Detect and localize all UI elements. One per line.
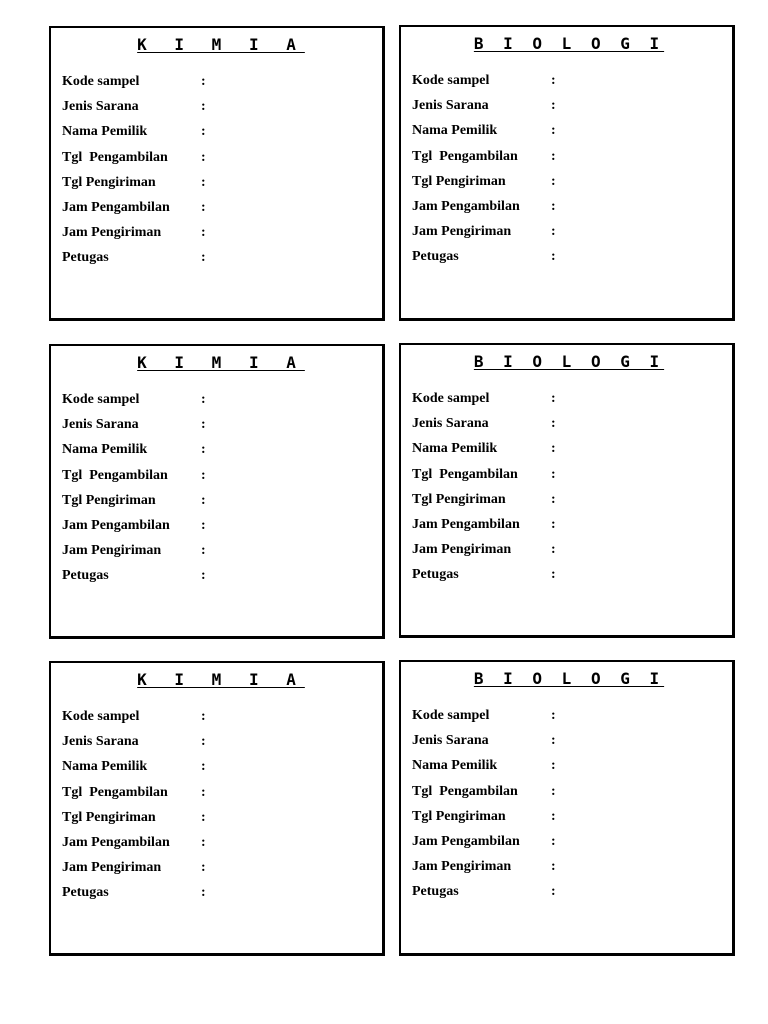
- field-separator: :: [551, 733, 556, 749]
- field-label: Jenis Sarana: [412, 733, 489, 749]
- field-label: Jam Pengambilan: [62, 517, 170, 533]
- field-label: Jam Pengiriman: [62, 543, 162, 559]
- field-jenis-sarana: [62, 732, 206, 757]
- field-label: Tgl Pengambilan: [412, 466, 518, 482]
- field-label: Kode sampel: [62, 392, 140, 407]
- field-label: Jam Pengiriman: [412, 859, 512, 875]
- field-separator: :: [201, 467, 206, 483]
- field-petugas: [62, 566, 206, 591]
- field-separator: :: [551, 783, 556, 799]
- field-separator: :: [201, 543, 206, 559]
- field-jenis-sarana: [412, 96, 556, 121]
- field-separator: :: [551, 198, 556, 214]
- field-label: Tgl Pengiriman: [412, 808, 506, 824]
- field-list: [62, 390, 206, 592]
- field-separator: :: [201, 759, 206, 775]
- field-kode-sampel: [412, 706, 556, 731]
- field-tgl-pengiriman: [412, 807, 556, 832]
- field-label: Petugas: [62, 250, 109, 266]
- field-jam-pengiriman: [62, 541, 206, 566]
- field-tgl-pengambilan: [412, 782, 556, 807]
- field-jam-pengambilan: [62, 516, 206, 541]
- field-separator: :: [201, 392, 206, 407]
- field-jam-pengiriman: [62, 223, 206, 248]
- field-separator: :: [551, 148, 556, 164]
- field-label: Kode sampel: [412, 391, 490, 406]
- field-label: Jam Pengambilan: [412, 516, 520, 532]
- field-label: Jenis Sarana: [412, 98, 489, 114]
- field-jam-pengambilan: [412, 515, 556, 540]
- card-title: B I O L O G I: [473, 669, 665, 688]
- field-separator: :: [551, 808, 556, 824]
- card-title: K I M I A: [137, 670, 305, 689]
- field-separator: :: [551, 73, 556, 88]
- field-separator: :: [201, 834, 206, 850]
- field-separator: :: [551, 542, 556, 558]
- card-title: B I O L O G I: [473, 34, 665, 53]
- field-label: Jenis Sarana: [62, 417, 139, 433]
- field-petugas: [412, 565, 556, 590]
- field-petugas: [62, 883, 206, 908]
- field-tgl-pengambilan: [412, 465, 556, 490]
- field-list: [412, 71, 556, 273]
- field-jam-pengiriman: [412, 540, 556, 565]
- field-label: Jenis Sarana: [412, 416, 489, 432]
- field-tgl-pengambilan: [62, 783, 206, 808]
- field-label: Jam Pengambilan: [412, 198, 520, 214]
- field-label: Tgl Pengambilan: [62, 784, 168, 800]
- field-nama-pemilik: [412, 756, 556, 781]
- field-label: Tgl Pengiriman: [412, 173, 506, 189]
- field-label: Nama Pemilik: [62, 442, 148, 458]
- field-label: Kode sampel: [62, 709, 140, 724]
- field-separator: :: [551, 249, 556, 265]
- field-label: Petugas: [412, 884, 459, 900]
- field-separator: :: [551, 416, 556, 432]
- biologi-label-card: [399, 343, 735, 638]
- field-label: Jam Pengiriman: [62, 860, 162, 876]
- field-label: Jenis Sarana: [62, 99, 139, 115]
- field-nama-pemilik: [62, 757, 206, 782]
- field-nama-pemilik: [412, 121, 556, 146]
- field-label: Petugas: [412, 567, 459, 583]
- field-tgl-pengiriman: [412, 490, 556, 515]
- field-label: Petugas: [62, 568, 109, 584]
- field-separator: :: [551, 567, 556, 583]
- biologi-label-card: [399, 660, 735, 956]
- field-separator: :: [201, 809, 206, 825]
- field-separator: :: [201, 124, 206, 140]
- field-label: Tgl Pengambilan: [62, 149, 168, 165]
- field-kode-sampel: [62, 72, 206, 97]
- field-tgl-pengambilan: [62, 148, 206, 173]
- kimia-label-card: [49, 661, 385, 956]
- field-jam-pengiriman: [412, 857, 556, 882]
- field-separator: :: [201, 225, 206, 241]
- field-tgl-pengambilan: [412, 147, 556, 172]
- field-jam-pengambilan: [62, 833, 206, 858]
- field-separator: :: [551, 708, 556, 723]
- field-label: Tgl Pengiriman: [412, 491, 506, 507]
- field-kode-sampel: [412, 71, 556, 96]
- field-separator: :: [201, 568, 206, 584]
- field-separator: :: [201, 517, 206, 533]
- field-separator: :: [551, 441, 556, 457]
- field-jam-pengambilan: [412, 832, 556, 857]
- field-tgl-pengiriman: [62, 491, 206, 516]
- field-list: [412, 389, 556, 591]
- field-kode-sampel: [62, 707, 206, 732]
- field-label: Nama Pemilik: [62, 124, 148, 140]
- kimia-label-card: [49, 344, 385, 639]
- field-separator: :: [201, 250, 206, 266]
- field-separator: :: [201, 734, 206, 750]
- field-separator: :: [551, 516, 556, 532]
- field-separator: :: [201, 860, 206, 876]
- field-tgl-pengambilan: [62, 466, 206, 491]
- kimia-label-card: [49, 26, 385, 321]
- field-separator: :: [551, 466, 556, 482]
- field-label: Kode sampel: [412, 73, 490, 88]
- field-separator: :: [551, 98, 556, 114]
- card-title: K I M I A: [137, 35, 305, 54]
- field-kode-sampel: [412, 389, 556, 414]
- field-label: Jam Pengambilan: [62, 834, 170, 850]
- field-petugas: [62, 248, 206, 273]
- field-jam-pengiriman: [62, 858, 206, 883]
- field-label: Nama Pemilik: [412, 123, 498, 139]
- card-title: K I M I A: [137, 353, 305, 372]
- field-label: Jenis Sarana: [62, 734, 139, 750]
- field-list: [62, 707, 206, 909]
- field-separator: :: [201, 417, 206, 433]
- field-nama-pemilik: [62, 122, 206, 147]
- card-title: B I O L O G I: [473, 352, 665, 371]
- field-separator: :: [551, 173, 556, 189]
- field-jenis-sarana: [62, 97, 206, 122]
- field-separator: :: [551, 758, 556, 774]
- field-separator: :: [201, 99, 206, 115]
- field-tgl-pengiriman: [412, 172, 556, 197]
- field-label: Jam Pengambilan: [62, 199, 170, 215]
- field-label: Tgl Pengambilan: [412, 783, 518, 799]
- field-separator: :: [201, 709, 206, 724]
- field-label: Jam Pengiriman: [412, 224, 512, 240]
- field-label: Tgl Pengiriman: [62, 492, 156, 508]
- field-label: Jam Pengiriman: [62, 225, 162, 241]
- field-label: Petugas: [412, 249, 459, 265]
- field-jam-pengambilan: [412, 197, 556, 222]
- field-jam-pengambilan: [62, 198, 206, 223]
- field-separator: :: [551, 859, 556, 875]
- field-petugas: [412, 882, 556, 907]
- field-label: Tgl Pengiriman: [62, 174, 156, 190]
- field-tgl-pengiriman: [62, 173, 206, 198]
- field-separator: :: [201, 784, 206, 800]
- field-nama-pemilik: [62, 440, 206, 465]
- field-separator: :: [551, 884, 556, 900]
- field-label: Jam Pengiriman: [412, 542, 512, 558]
- field-jenis-sarana: [62, 415, 206, 440]
- field-label: Nama Pemilik: [412, 441, 498, 457]
- field-separator: :: [201, 174, 206, 190]
- field-separator: :: [201, 492, 206, 508]
- field-jenis-sarana: [412, 731, 556, 756]
- field-separator: :: [551, 833, 556, 849]
- field-tgl-pengiriman: [62, 808, 206, 833]
- field-label: Jam Pengambilan: [412, 833, 520, 849]
- field-label: Tgl Pengiriman: [62, 809, 156, 825]
- field-separator: :: [201, 885, 206, 901]
- field-separator: :: [201, 74, 206, 89]
- field-label: Tgl Pengambilan: [62, 467, 168, 483]
- biologi-label-card: [399, 25, 735, 321]
- field-label: Kode sampel: [62, 74, 140, 89]
- field-list: [62, 72, 206, 274]
- field-separator: :: [201, 442, 206, 458]
- field-separator: :: [551, 491, 556, 507]
- field-label: Nama Pemilik: [62, 759, 148, 775]
- field-kode-sampel: [62, 390, 206, 415]
- field-label: Kode sampel: [412, 708, 490, 723]
- field-label: Petugas: [62, 885, 109, 901]
- field-petugas: [412, 247, 556, 272]
- field-label: Tgl Pengambilan: [412, 148, 518, 164]
- field-separator: :: [201, 199, 206, 215]
- field-separator: :: [551, 224, 556, 240]
- field-jam-pengiriman: [412, 222, 556, 247]
- field-separator: :: [551, 391, 556, 406]
- field-jenis-sarana: [412, 414, 556, 439]
- field-label: Nama Pemilik: [412, 758, 498, 774]
- field-nama-pemilik: [412, 439, 556, 464]
- field-list: [412, 706, 556, 908]
- field-separator: :: [551, 123, 556, 139]
- field-separator: :: [201, 149, 206, 165]
